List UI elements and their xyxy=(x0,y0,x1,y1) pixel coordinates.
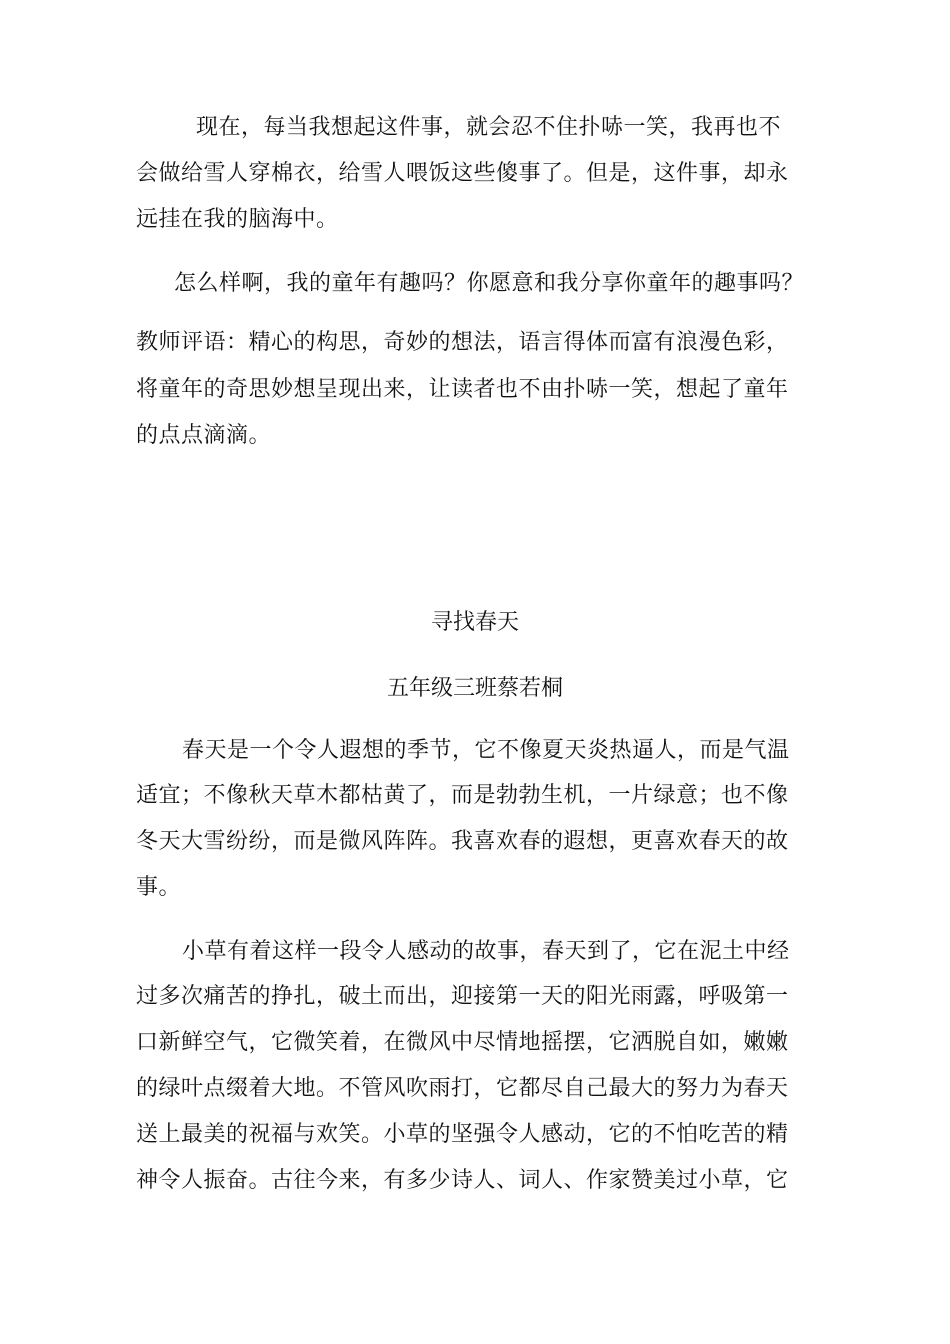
teacher-comment-line: 将童年的奇思妙想呈现出来，让读者也不由扑哧一笑，想起了童年 xyxy=(136,377,789,402)
paragraph-line: 冬天大雪纷纷，而是微风阵阵。我喜欢春的遐想，更喜欢春天的故 xyxy=(136,829,789,854)
paragraph-line: 适宜；不像秋天草木都枯黄了，而是勃勃生机，一片绿意；也不像 xyxy=(136,783,789,808)
teacher-comment-line: 的点点滴滴。 xyxy=(136,423,272,448)
essay-author: 五年级三班蔡若桐 xyxy=(386,676,563,701)
paragraph-line: 会做给雪人穿棉衣，给雪人喂饭这些傻事了。但是，这件事，却永 xyxy=(136,161,789,186)
paragraph-line: 小草有着这样一段令人感动的故事，春天到了，它在泥土中经 xyxy=(182,939,790,964)
paragraph-line: 现在，每当我想起这件事，就会忍不住扑哧一笑，我再也不 xyxy=(196,115,782,140)
paragraph-line: 过多次痛苦的挣扎，破土而出，迎接第一天的阳光雨露，呼吸第一 xyxy=(136,984,789,1009)
paragraph-line: 怎么样啊，我的童年有趣吗？你愿意和我分享你童年的趣事吗？ xyxy=(174,271,805,296)
paragraph-line: 口新鲜空气，它微笑着，在微风中尽情地摇摆，它洒脱自如，嫩嫩 xyxy=(136,1030,789,1055)
paragraph-line: 的绿叶点缀着大地。不管风吹雨打，它都尽自己最大的努力为春天 xyxy=(136,1076,789,1101)
teacher-comment-line: 教师评语：精心的构思，奇妙的想法，语言得体而富有浪漫色彩， xyxy=(136,330,789,355)
paragraph-line: 远挂在我的脑海中。 xyxy=(136,207,339,232)
paragraph-line: 事。 xyxy=(136,875,182,900)
paragraph-line: 送上最美的祝福与欢笑。小草的坚强令人感动，它的不怕吃苦的精 xyxy=(136,1122,789,1147)
essay-title: 寻找春天 xyxy=(430,610,519,635)
paragraph-line: 春天是一个令人遐想的季节，它不像夏天炎热逼人，而是气温 xyxy=(182,738,790,763)
paragraph-line: 神令人振奋。古往今来，有多少诗人、词人、作家赞美过小草，它 xyxy=(136,1168,789,1193)
